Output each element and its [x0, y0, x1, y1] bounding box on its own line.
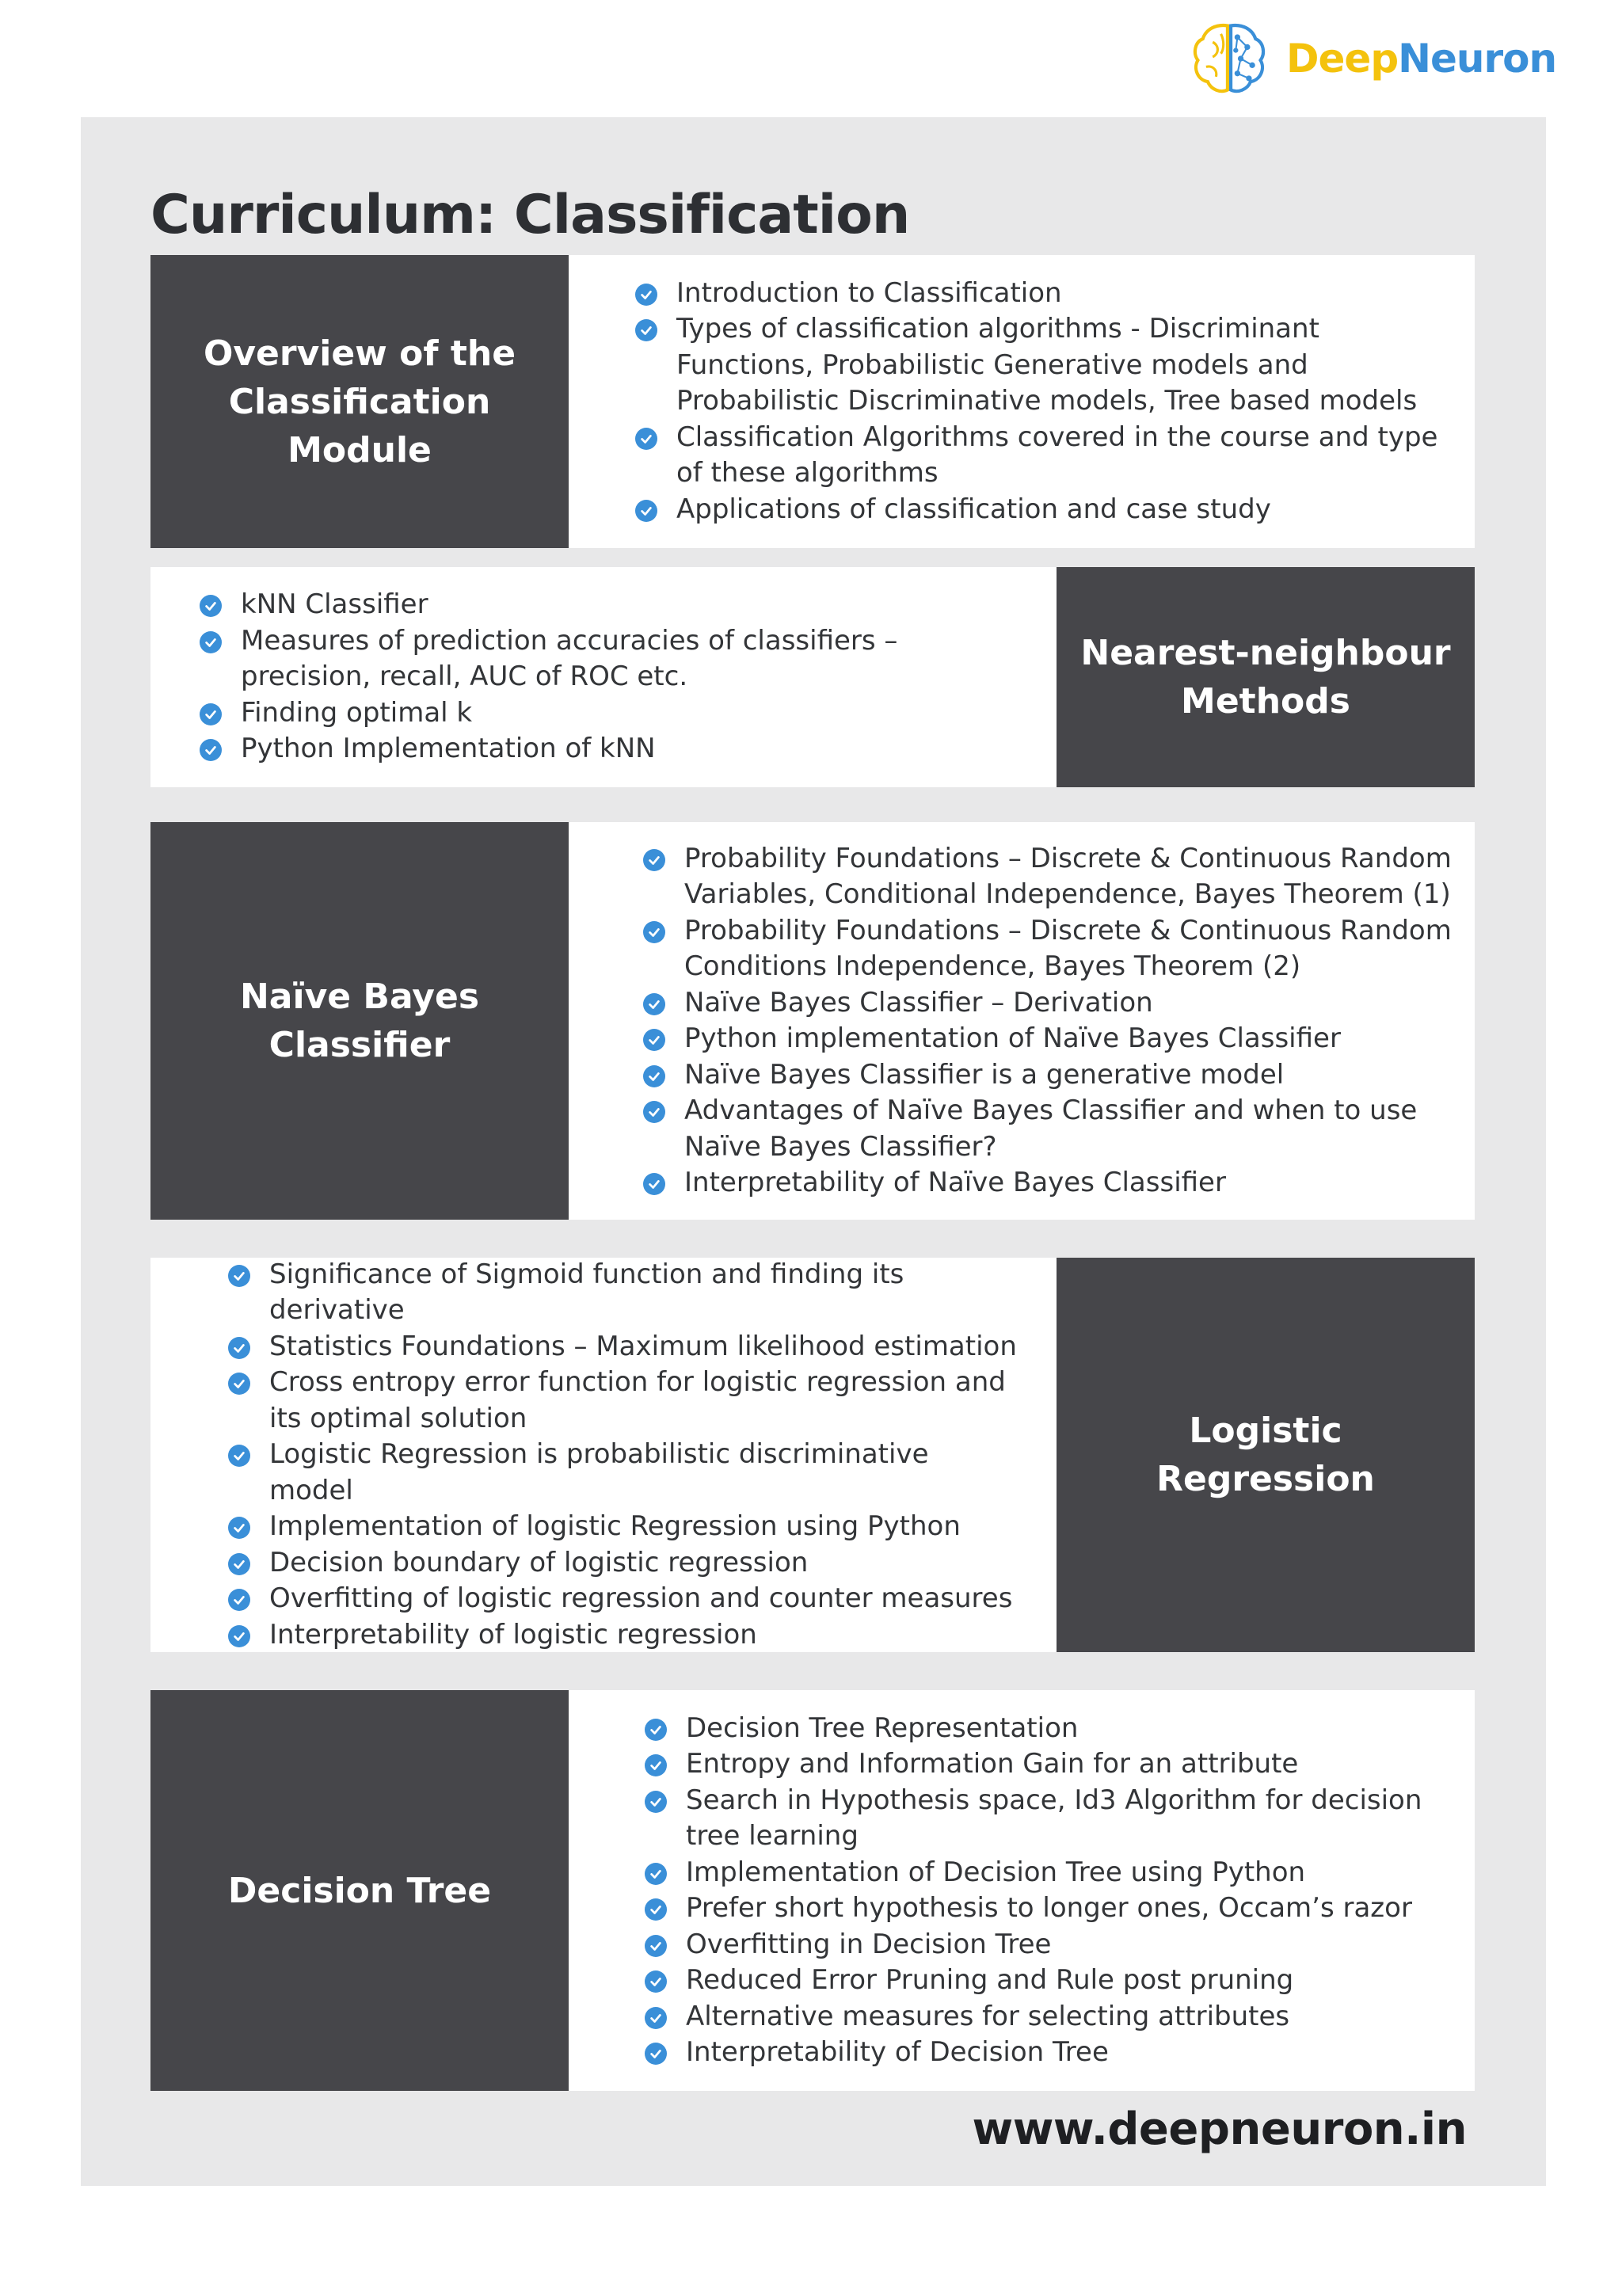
topic-item — [228, 1437, 1020, 1509]
check-circle-icon — [200, 739, 222, 761]
topic-item — [228, 1365, 1020, 1437]
topic-item-text: Advantages of Naïve Bayes Classifier and when to use Naïve Bayes Classifier? — [684, 1095, 1418, 1163]
check-circle-icon — [200, 703, 222, 725]
section-label-box — [150, 1690, 569, 2091]
topic-item — [643, 985, 1459, 1022]
check-circle-icon — [635, 284, 657, 306]
check-circle-icon — [228, 1517, 250, 1539]
section-label-box — [150, 255, 569, 548]
topic-item — [228, 1581, 1020, 1617]
section-overview — [150, 255, 1475, 548]
topic-item — [635, 276, 1459, 312]
topic-item-text: Overfitting of logistic regression and counter measures — [269, 1582, 1013, 1615]
section-label: Naïve Bayes Classifier — [239, 977, 480, 1065]
check-circle-icon — [645, 1754, 667, 1776]
topic-item — [228, 1617, 1020, 1654]
section-nearest-neighbour — [150, 567, 1475, 787]
check-circle-icon — [635, 500, 657, 522]
brand-logo — [1188, 17, 1560, 100]
topic-item-text: Significance of Sigmoid function and finding its derivative — [269, 1258, 904, 1327]
topic-item-text: Implementation of logistic Regression using Python — [269, 1510, 961, 1543]
topic-item-text: Prefer short hypothesis to longer ones, Occam’s razor — [686, 1892, 1412, 1924]
check-circle-icon — [645, 2007, 667, 2029]
topic-item — [200, 695, 1031, 732]
section-label-box — [150, 822, 569, 1220]
check-circle-icon — [635, 428, 657, 450]
section-decision-tree — [150, 1690, 1475, 2091]
topic-item-text: Probability Foundations – Discrete & Continuous Random Variables, Conditional Independence, Bayes Theorem (1) — [684, 842, 1452, 910]
topic-item-text: Statistics Foundations – Maximum likelihood estimation — [269, 1330, 1017, 1362]
topic-item-text: Interpretability of logistic regression — [269, 1618, 757, 1651]
check-circle-icon — [645, 1863, 667, 1885]
topic-item — [645, 1711, 1460, 1747]
check-circle-icon — [643, 993, 665, 1015]
topic-list — [635, 255, 1459, 548]
topic-item-text: Overfitting in Decision Tree — [686, 1928, 1052, 1960]
topic-item-text: Search in Hypothesis space, Id3 Algorithm for decision tree learning — [686, 1784, 1422, 1852]
section-logistic-regression — [150, 1258, 1475, 1652]
topic-item-text: Interpretability of Naïve Bayes Classifier — [684, 1167, 1226, 1198]
topic-list — [645, 1690, 1460, 2091]
topic-item — [643, 1057, 1459, 1094]
topic-item — [228, 1545, 1020, 1582]
topic-item — [643, 1165, 1459, 1201]
topic-item — [200, 731, 1031, 767]
section-naive-bayes — [150, 822, 1475, 1220]
check-circle-icon — [228, 1445, 250, 1467]
topic-item — [645, 1746, 1460, 1783]
website-url[interactable]: www.deepneuron.in — [972, 2104, 1467, 2155]
check-circle-icon — [228, 1625, 250, 1647]
check-circle-icon — [200, 595, 222, 617]
topic-item-text: Applications of classification and case study — [676, 493, 1271, 525]
topic-item-text: Reduced Error Pruning and Rule post pruning — [686, 1964, 1294, 1996]
check-circle-icon — [645, 1935, 667, 1957]
topic-item-text: Python Implementation of kNN — [241, 733, 656, 765]
topic-item — [643, 841, 1459, 913]
check-circle-icon — [643, 921, 665, 943]
check-circle-icon — [635, 319, 657, 341]
topic-list — [643, 822, 1459, 1220]
topic-item-text: Decision boundary of logistic regression — [269, 1546, 809, 1578]
section-label: Logistic Regression — [1156, 1411, 1375, 1499]
topic-item — [645, 1963, 1460, 1999]
section-label: Overview of the Classification Module — [203, 333, 516, 470]
brand-name — [1286, 36, 1556, 82]
topic-item-text: Classification Algorithms covered in the course and type of these algorithms — [676, 421, 1438, 489]
topic-item — [643, 913, 1459, 985]
topic-item — [635, 492, 1459, 528]
topic-item-text: Naïve Bayes Classifier – Derivation — [684, 986, 1153, 1019]
section-label: Decision Tree — [227, 1870, 492, 1911]
check-circle-icon — [643, 1101, 665, 1123]
check-circle-icon — [228, 1337, 250, 1359]
topic-item — [645, 2035, 1460, 2071]
topic-list — [228, 1258, 1020, 1652]
topic-list — [200, 567, 1031, 787]
check-circle-icon — [200, 631, 222, 653]
section-label-box — [1057, 1258, 1475, 1652]
topic-item — [228, 1509, 1020, 1545]
check-circle-icon — [645, 2043, 667, 2065]
page-title: Curriculum: Classification — [150, 184, 910, 246]
topic-item — [645, 1999, 1460, 2035]
topic-item — [200, 623, 1031, 695]
topic-item — [643, 1093, 1459, 1165]
topic-item — [643, 1021, 1459, 1057]
topic-item-text: kNN Classifier — [241, 588, 428, 621]
topic-item-text: Cross entropy error function for logistic regression and its optimal solution — [269, 1366, 1006, 1434]
section-label-box — [1057, 567, 1475, 787]
topic-item-text: Introduction to Classification — [676, 276, 1062, 309]
check-circle-icon — [645, 1898, 667, 1921]
topic-item — [200, 587, 1031, 623]
topic-item-text: Finding optimal k — [241, 696, 473, 729]
topic-item — [645, 1783, 1460, 1855]
topic-item — [228, 1257, 1020, 1329]
topic-item-text: Alternative measures for selecting attributes — [686, 2000, 1290, 2032]
topic-item-text: Interpretability of Decision Tree — [686, 2036, 1109, 2068]
topic-item — [645, 1927, 1460, 1963]
topic-item — [645, 1890, 1460, 1927]
topic-item-text: Measures of prediction accuracies of classifiers – precision, recall, AUC of ROC etc. — [241, 624, 898, 693]
brand-name-part2: Neuron — [1398, 36, 1557, 82]
brain-icon — [1188, 17, 1270, 100]
topic-item-text: Entropy and Information Gain for an attribute — [686, 1748, 1299, 1780]
topic-item — [228, 1329, 1020, 1365]
topic-item — [645, 1855, 1460, 1891]
section-label: Nearest-neighbour Methods — [1080, 633, 1451, 722]
topic-item-text: Probability Foundations – Discrete & Continuous Random Conditions Independence, Bayes Theorem (2) — [684, 914, 1452, 982]
topic-item — [635, 420, 1459, 492]
check-circle-icon — [228, 1589, 250, 1611]
topic-item-text: Decision Tree Representation — [686, 1712, 1079, 1744]
check-circle-icon — [645, 1970, 667, 1993]
check-circle-icon — [643, 1173, 665, 1195]
topic-item — [635, 311, 1459, 420]
topic-item-text: Implementation of Decision Tree using Python — [686, 1856, 1306, 1888]
topic-item-text: Types of classification algorithms - Discriminant Functions, Probabilistic Generative models and Probabilistic Discriminative models, Tree based models — [676, 313, 1418, 417]
topic-item-text: Python implementation of Naïve Bayes Classifier — [684, 1022, 1341, 1054]
check-circle-icon — [643, 1029, 665, 1051]
check-circle-icon — [228, 1373, 250, 1395]
check-circle-icon — [645, 1791, 667, 1813]
check-circle-icon — [228, 1553, 250, 1575]
brand-name-part1: Deep — [1286, 36, 1399, 82]
check-circle-icon — [643, 1065, 665, 1087]
topic-item-text: Logistic Regression is probabilistic discriminative model — [269, 1438, 929, 1506]
check-circle-icon — [645, 1719, 667, 1741]
topic-item-text: Naïve Bayes Classifier is a generative model — [684, 1058, 1285, 1091]
check-circle-icon — [228, 1265, 250, 1287]
check-circle-icon — [643, 849, 665, 871]
